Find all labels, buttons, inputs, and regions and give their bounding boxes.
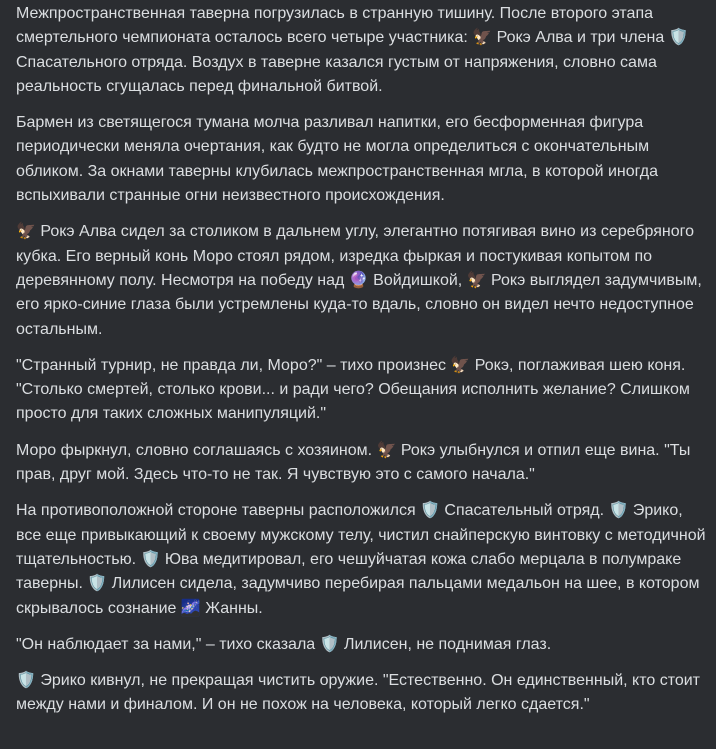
- story-paragraph: "Странный турнир, не правда ли, Моро?" – тихо произнес 🦅 Рокэ, поглаживая шею коня. "Столько смертей, столько крови... и ради чего? Обещания исполнить желание? Слишком просто для таких сложных манипуляций.": [16, 356, 695, 423]
- story-paragraph: Моро фыркнул, словно соглашаясь с хозяином. 🦅 Рокэ улыбнулся и отпил еще вина. "Ты прав, друг мой. Здесь что-то не так. Я чувствую это с самого начала.": [16, 441, 695, 484]
- story-paragraph: "Он наблюдает за нами," – тихо сказала 🛡️ Лилисен, не поднимая глаз.: [16, 635, 552, 653]
- story-paragraph: Бармен из светящегося тумана молча разливал напитки, его бесформенная фигура периодически меняла очертания, как будто не могла определиться с окончательным обликом. За окнами таверны клубилась межпространственная мгла, в которой иногда вспыхивали странные огни неизвестного происхождения.: [16, 114, 663, 205]
- story-paragraph: 🛡️ Эрико кивнул, не прекращая чистить оружие. "Естественно. Он единственный, кто стоит между нами и финалом. И он не похож на человека, который легко сдается.": [16, 672, 705, 714]
- story-paragraph: Межпространственная таверна погрузилась в странную тишину. После второго этапа смертельного чемпионата осталось всего четыре участника: 🦅 Рокэ Алва и три члена 🛡️ Спасательного отряда. Воздух в таверне казался густым от напряжения, словно сама реальность сгущалась перед финальной битвой.: [16, 5, 694, 95]
- story-paragraph: На противоположной стороне таверны расположился 🛡️ Спасательный отряд. 🛡️ Эрико, все еще привыкающий к своему мужскому телу, чистил снайперскую винтовку с методичной тщательностью. 🛡️ Юва медитировал, его чешуйчатая кожа слабо мерцала в полумраке таверны. 🛡️ Лилисен сидела, задумчиво перебирая пальцами медальон на шее, в котором скрывалось сознание 🌌 Жанны.: [16, 502, 710, 617]
- story-paragraph: 🦅 Рокэ Алва сидел за столиком в дальнем углу, элегантно потягивая вино из серебряного кубка. Его верный конь Моро стоял рядом, изредка фыркая и постукивая копытом по деревянному полу. Несмотря на победу над 🔮 Войдишкой, 🦅 Рокэ выглядел задумчивым, его ярко-синие глаза были устремлены куда-то вдаль, словно он видел нечто недоступное остальным.: [16, 223, 707, 338]
